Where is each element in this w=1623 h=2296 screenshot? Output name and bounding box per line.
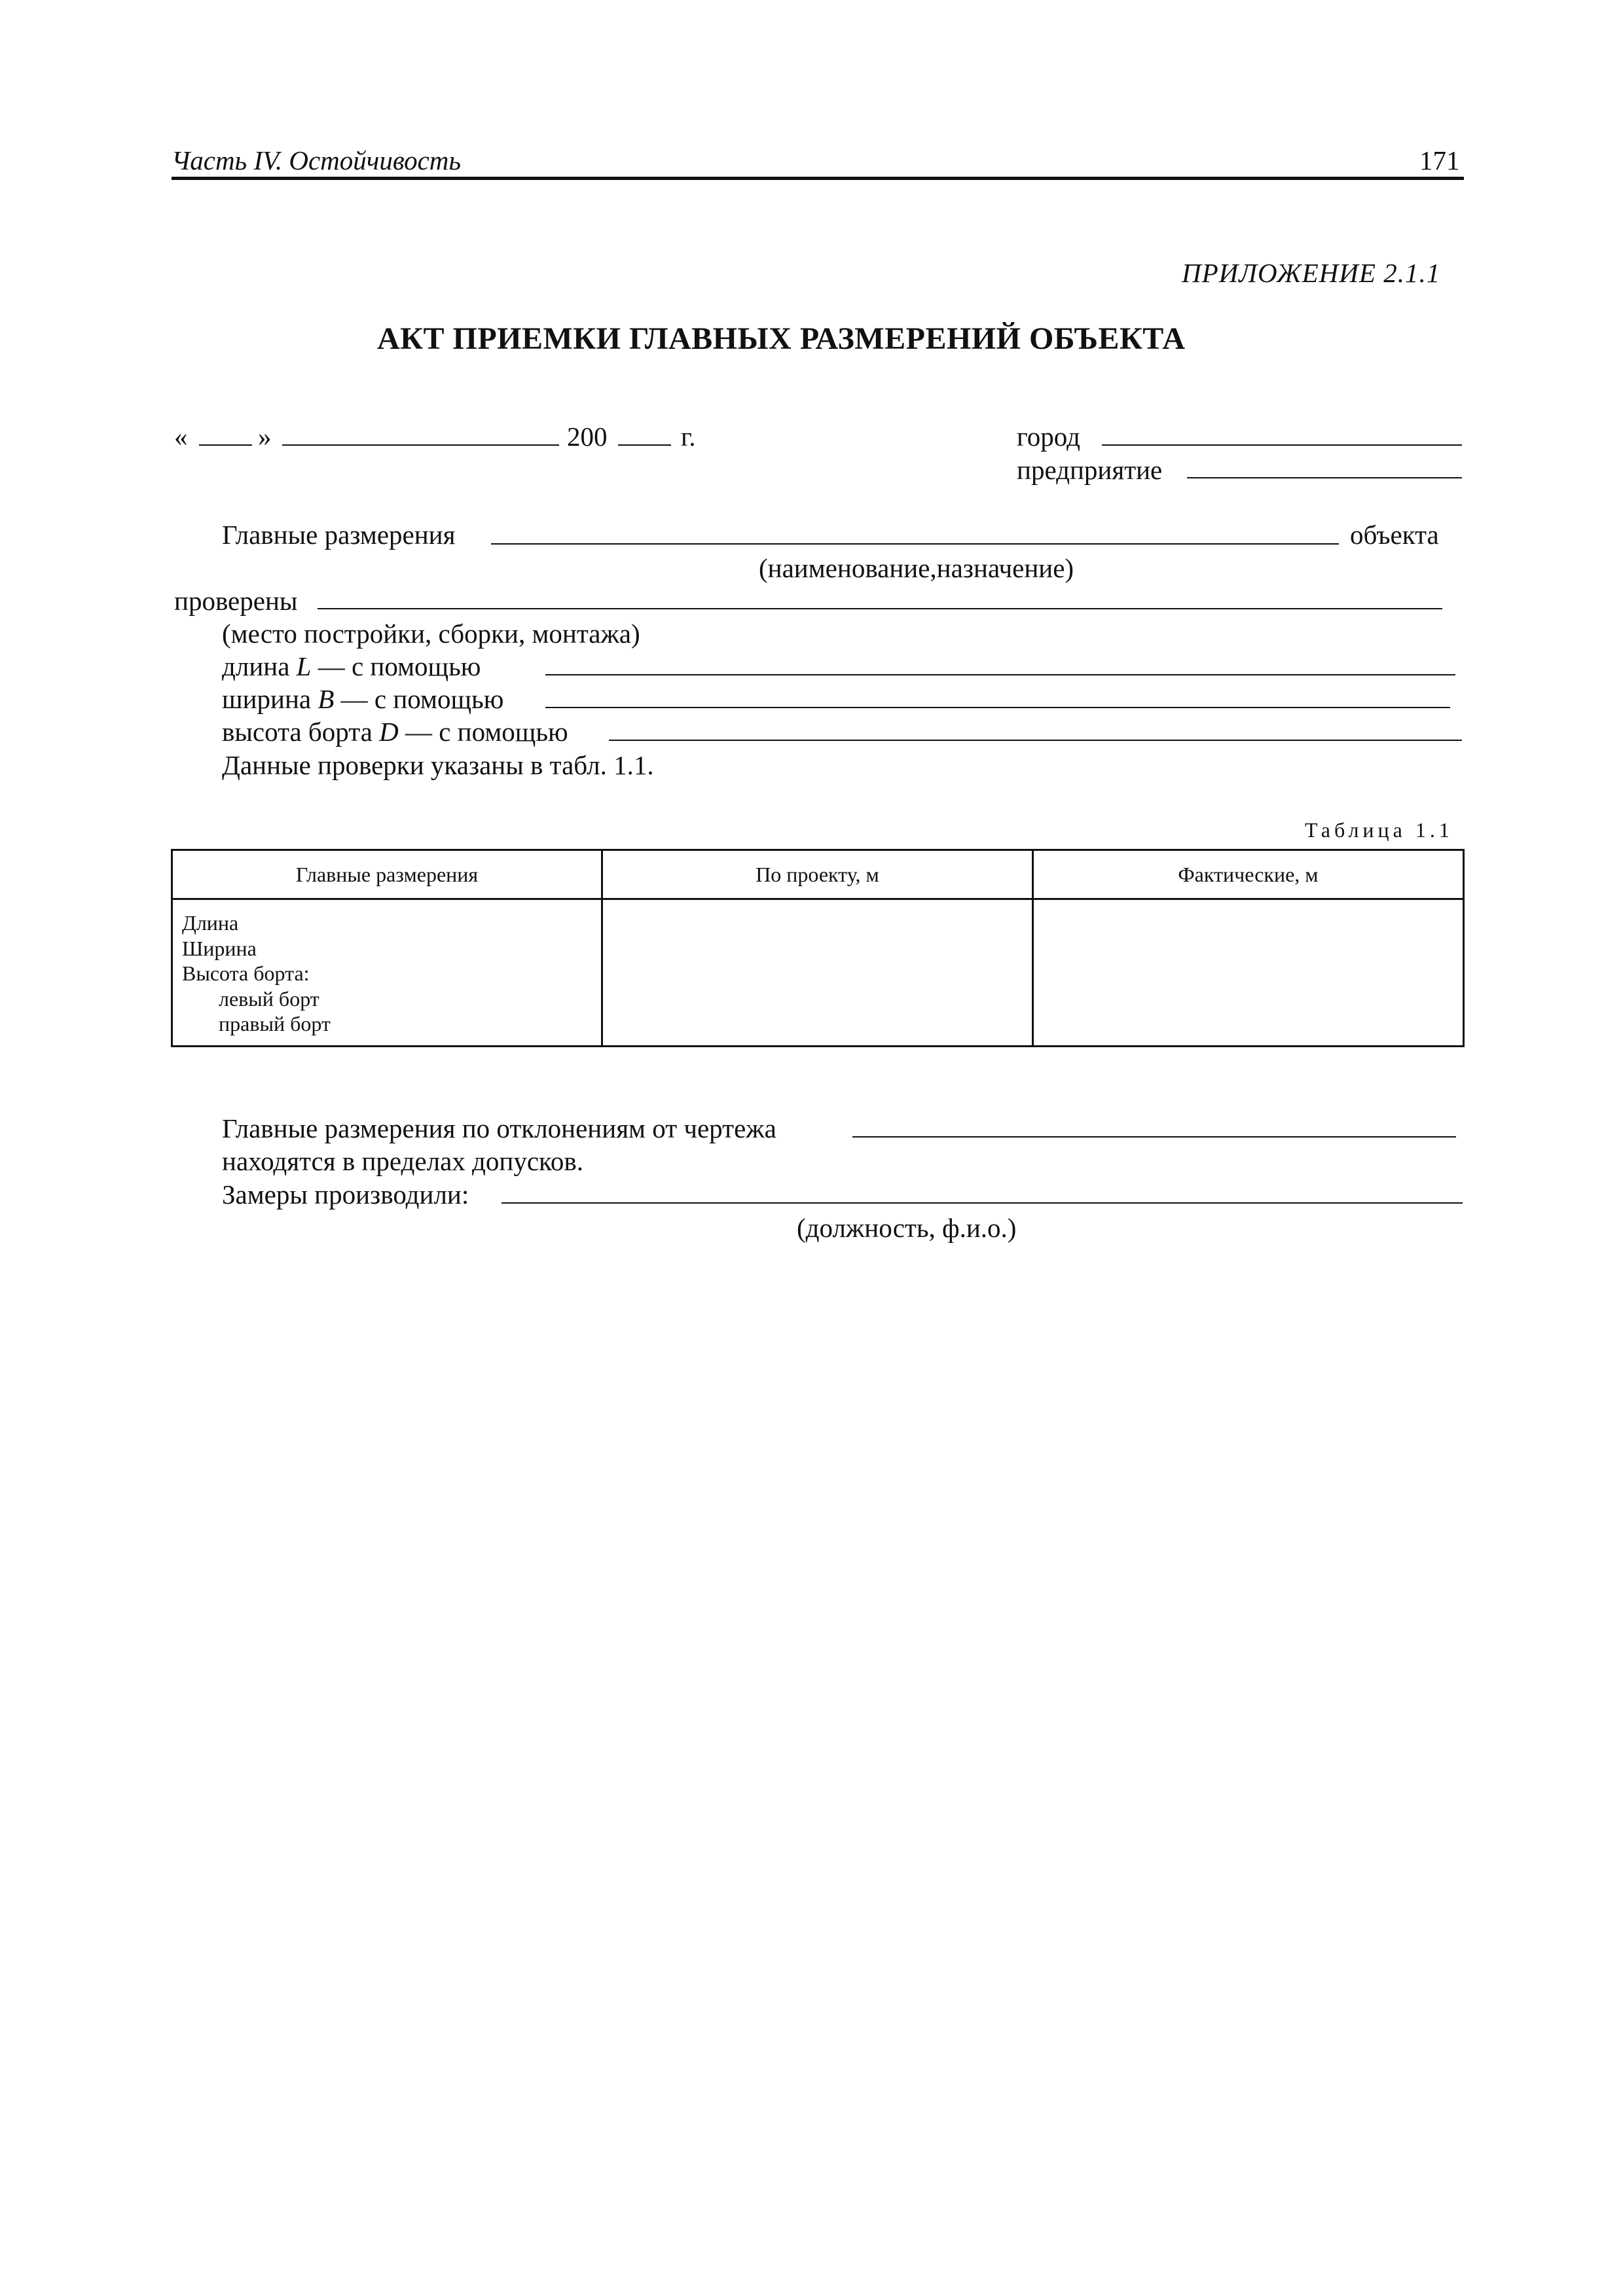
checked-label: проверены	[174, 586, 298, 616]
month-field[interactable]	[282, 444, 559, 446]
length-method-field[interactable]	[545, 674, 1455, 675]
appendix-label: ПРИЛОЖЕНИЕ 2.1.1	[1182, 258, 1441, 288]
year-field[interactable]	[618, 444, 671, 446]
data-note: Данные проверки указаны в табл. 1.1.	[222, 750, 654, 780]
height-label: высота борта	[222, 717, 373, 747]
width-with-help: — с помощью	[340, 684, 504, 714]
width-label: ширина	[222, 684, 312, 714]
actual-values-cell[interactable]	[1032, 899, 1463, 1047]
col-header-actual: Фактические, м	[1032, 850, 1463, 899]
length-label: длина	[222, 651, 290, 681]
place-hint: (место постройки, сборки, монтажа)	[222, 619, 640, 649]
length-with-help: — с помощью	[318, 651, 481, 681]
height-symbol: D	[379, 717, 399, 747]
dimensions-cell	[172, 899, 602, 1047]
row-height: Высота борта:	[182, 961, 310, 985]
height-with-help: — с помощью	[405, 717, 568, 747]
table-caption: Таблица 1.1	[1305, 818, 1453, 842]
width-row	[222, 686, 503, 713]
city-label: город	[1017, 422, 1080, 452]
drawing-field[interactable]	[852, 1136, 1456, 1138]
date-close-quote: »	[258, 422, 272, 452]
signature-hint: (должность, ф.и.о.)	[797, 1213, 1017, 1243]
document-title: АКТ ПРИЕМКИ ГЛАВНЫХ РАЗМЕРЕНИЙ ОБЪЕКТА	[377, 321, 1186, 356]
row-length: Длина	[182, 911, 239, 935]
table-row	[172, 899, 1464, 1047]
name-hint: (наименование,назначение)	[759, 553, 1074, 583]
length-row	[222, 653, 481, 680]
day-field[interactable]	[199, 444, 252, 446]
height-row	[222, 719, 568, 745]
length-symbol: L	[296, 651, 312, 681]
table-header-row	[172, 850, 1464, 899]
enterprise-field[interactable]	[1187, 477, 1462, 478]
running-header-section: Часть IV. Остойчивость	[172, 145, 462, 175]
place-field[interactable]	[318, 608, 1442, 609]
page-number: 171	[1419, 145, 1460, 175]
width-method-field[interactable]	[545, 707, 1450, 708]
city-field[interactable]	[1102, 444, 1462, 446]
col-header-dimensions: Главные размерения	[172, 850, 602, 899]
dimensions-table	[171, 849, 1465, 1047]
height-method-field[interactable]	[609, 740, 1462, 741]
within-tolerance: находятся в пределах допусков.	[222, 1146, 583, 1176]
design-values-cell[interactable]	[602, 899, 1033, 1047]
enterprise-label: предприятие	[1017, 455, 1163, 485]
row-width: Ширина	[182, 936, 257, 960]
object-label: объекта	[1350, 520, 1439, 550]
width-symbol: B	[318, 684, 335, 714]
row-right-side: правый борт	[219, 1012, 331, 1035]
signatories-field[interactable]	[501, 1202, 1463, 1204]
header-rule	[172, 177, 1464, 180]
year-prefix: 200	[567, 422, 608, 452]
year-suffix: г.	[681, 422, 696, 452]
col-header-design: По проекту, м	[602, 850, 1033, 899]
deviation-label: Главные размерения по отклонениям от чертежа	[222, 1113, 776, 1143]
date-open-quote: «	[174, 422, 188, 452]
object-name-field[interactable]	[491, 543, 1339, 545]
row-left-side: левый борт	[219, 986, 319, 1011]
measured-by-label: Замеры производили:	[222, 1179, 469, 1210]
main-dims-label: Главные размерения	[222, 520, 456, 550]
